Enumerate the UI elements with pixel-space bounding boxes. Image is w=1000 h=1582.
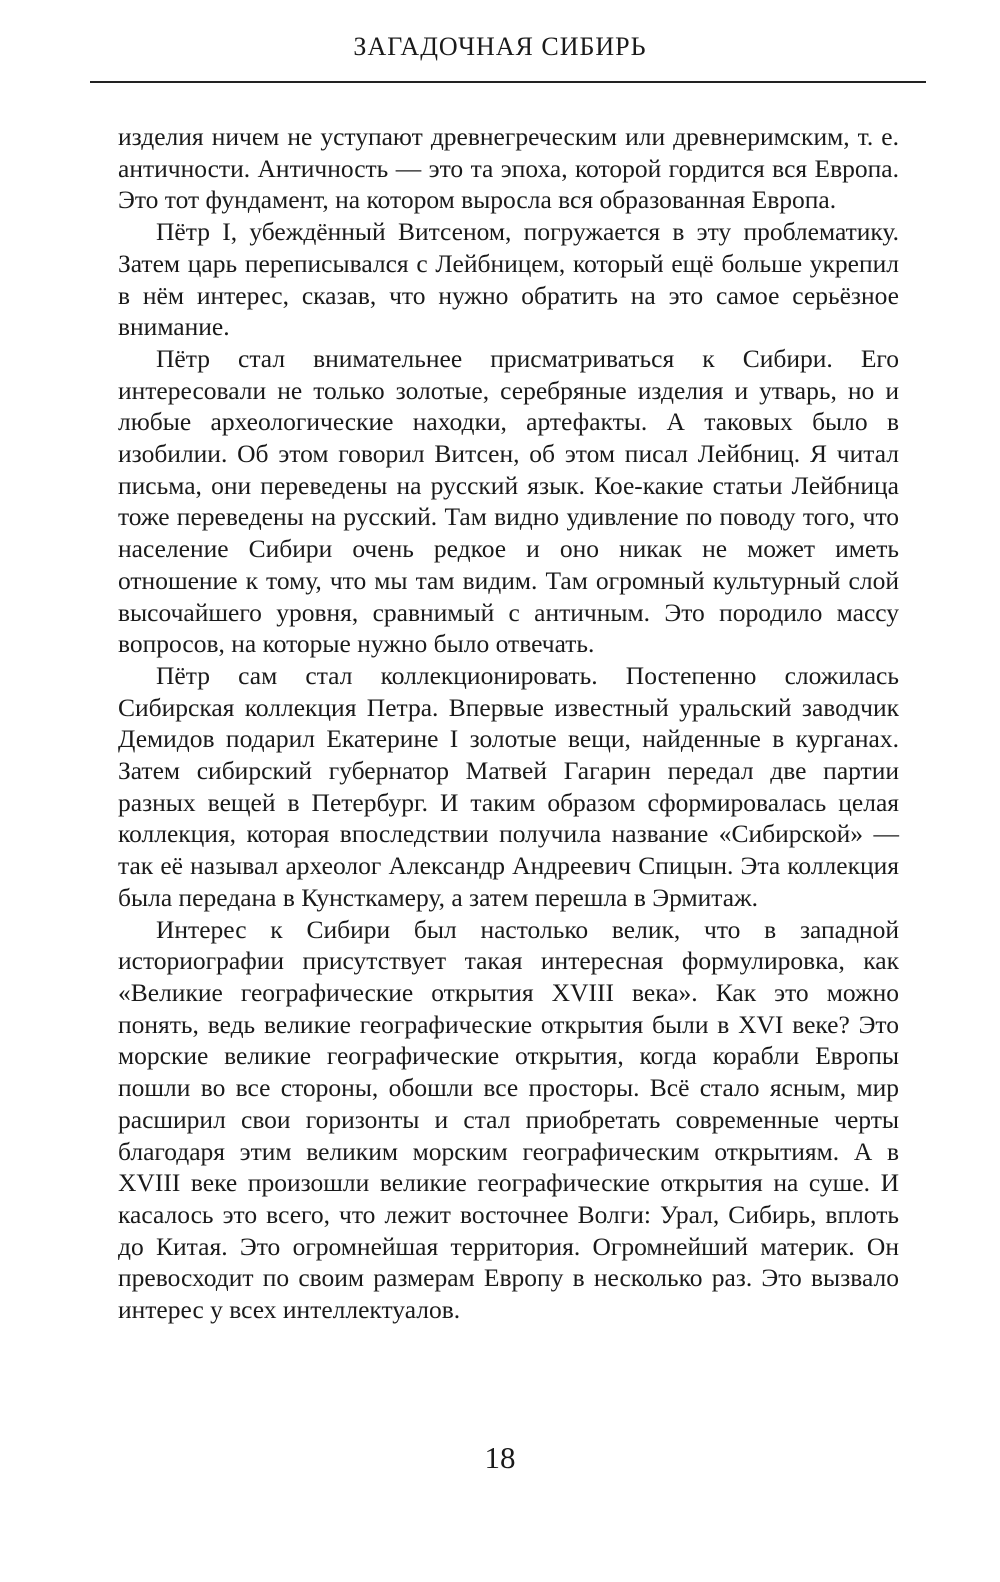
paragraph-1: изделия ничем не уступают древнегреческим или древнеримским, т. е. античности. Античность — это та эпоха, которой гордится вся Европа. Это тот фундамент, на котором выросла вся образованная Европа. — [118, 122, 899, 215]
paragraph-2: Пётр I, убеждённый Витсеном, погружается в эту проблематику. Затем царь переписывался с Лейбницем, который ещё больше укрепил в нём интерес, сказав, что нужно обратить на это самое серьёзное внимание. — [118, 217, 899, 342]
page-number: 18 — [484, 1440, 516, 1475]
paragraph-3: Пётр стал внимательнее присматриваться к Сибири. Его интересовали не только золотые, серебряные изделия и утварь, но и любые археологические находки, артефакты. А таковых было в изобилии. Об этом говорил Витсен, об этом писал Лейбниц. Я читал письма, они переведены на русский язык. Кое-какие статьи Лейбница тоже переведены на русский. Там видно удивление по поводу того, что население Сибири очень редкое и оно никак не может иметь отношение к тому, что мы там видим. Там огромный культурный слой высочайшего уровня, сравнимый с античным. Это породило массу вопросов, на которые нужно было отвечать. — [118, 343, 899, 659]
running-head: ЗАГАДОЧНАЯ СИБИРЬ — [353, 32, 647, 61]
paragraph-5: Интерес к Сибири был настолько велик, что в западной историографии присутствует такая интересная формулировка, как «Великие географические открытия XVIII века». Как это можно понять, ведь великие географические открытия были в XVI веке? Это морские великие географические открытия, когда корабли Европы пошли во все стороны, обошли все просторы. Всё стало ясным, мир расширил свои горизонты и стал приобретать современные черты благодаря этим великим морским географическим открытиям. А в XVIII веке произошли великие географические открытия на суше. И касалось это всего, что лежит восточнее Волги: Урал, Сибирь, вплоть до Китая. Это огромнейшая территория. Огромнейший материк. Он превосходит по своим размерам Европу в несколько раз. Это вызвало интерес у всех интеллектуалов. — [118, 914, 899, 1325]
paragraph-4: Пётр сам стал коллекционировать. Постепенно сложилась Сибирская коллекция Петра. Впервые известный уральский заводчик Демидов подарил Екатерине I золотые вещи, найденные в курганах. Затем сибирский губернатор Матвей Гагарин передал две партии разных вещей в Петербург. И таким образом сформировалась целая коллекция, которая впоследствии получила название «Сибирской» — так её называл археолог Александр Андреевич Спицын. Эта коллекция была передана в Кунсткамеру, а затем перешла в Эрмитаж. — [118, 660, 899, 912]
page-body — [118, 121, 899, 1326]
header-rule — [90, 81, 926, 83]
